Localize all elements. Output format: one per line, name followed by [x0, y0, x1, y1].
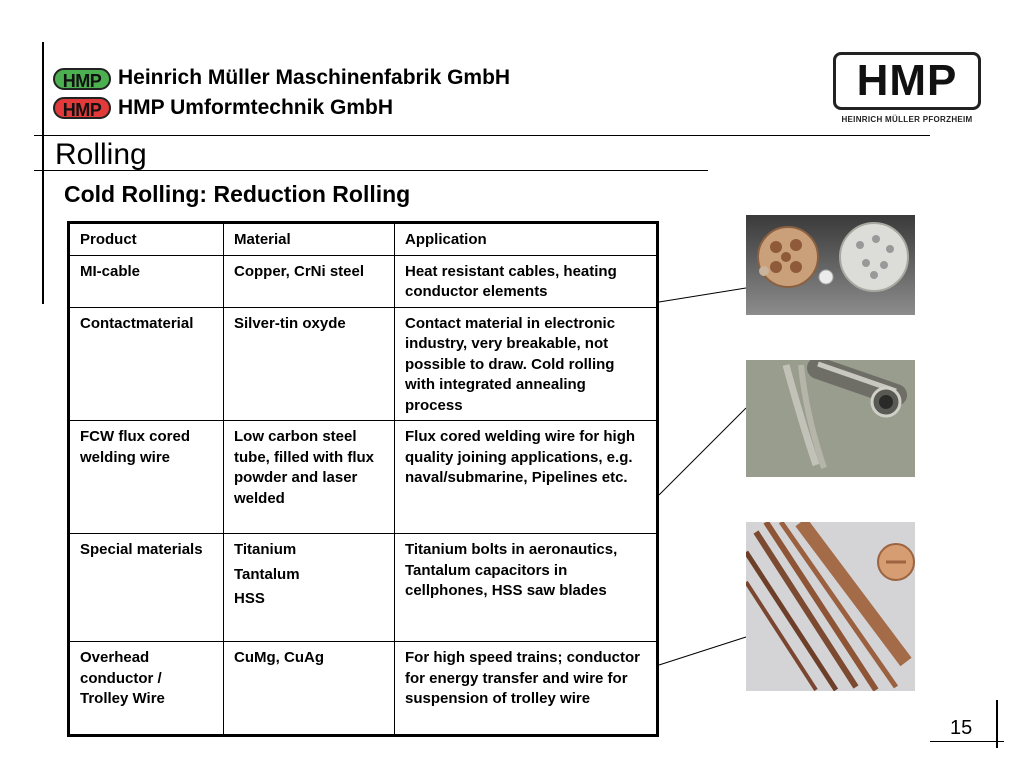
hmp-green-badge-icon: HMP [53, 68, 111, 90]
cell-application: Titanium bolts in aeronautics, Tantalum capacitors in cellphones, HSS saw blades [395, 534, 658, 642]
company-name-2: HMP Umformtechnik GmbH [118, 96, 393, 119]
cell-application: For high speed trains; conductor for energy transfer and wire for suspension of trolley wire [395, 642, 658, 736]
cell-product: FCW flux cored welding wire [69, 421, 224, 534]
page-number: 15 [950, 717, 973, 739]
header-application: Application [395, 223, 658, 256]
cell-material: Low carbon steel tube, filled with flux powder and laser welded [224, 421, 395, 534]
material-line: Titanium [234, 541, 297, 558]
hmp-red-badge-icon: HMP [53, 97, 111, 119]
material-line: HSS [234, 590, 265, 607]
cell-product: MI-cable [69, 255, 224, 307]
cell-product: Overhead conductor / Trolley Wire [69, 642, 224, 736]
header-product: Product [69, 223, 224, 256]
cell-material: Silver-tin oxyde [224, 307, 395, 421]
header-material: Material [224, 223, 395, 256]
cell-product: Contactmaterial [69, 307, 224, 421]
trolley-wire-photo [746, 522, 915, 691]
cell-application: Flux cored welding wire for high quality joining applications, e.g. naval/submarine, Pipelines etc. [395, 421, 658, 534]
mi-cable-photo [746, 215, 915, 315]
flux-cored-wire-photo [746, 360, 915, 477]
cell-material: CuMg, CuAg [224, 642, 395, 736]
cell-material: Copper, CrNi steel [224, 255, 395, 307]
company-name-1: Heinrich Müller Maschinenfabrik GmbH [118, 66, 511, 89]
slide-subtitle: Cold Rolling: Reduction Rolling [64, 181, 411, 207]
hmp-logo: HMP [833, 52, 981, 110]
hmp-logo-subtext: HEINRICH MÜLLER PFORZHEIM [841, 115, 973, 124]
cell-application: Heat resistant cables, heating conductor elements [395, 255, 658, 307]
cell-application: Contact material in electronic industry, very breakable, not possible to draw. Cold rolling with integrated annealing process [395, 307, 658, 421]
slide-title: Rolling [55, 138, 147, 171]
material-line: Tantalum [234, 565, 300, 583]
cell-product: Special materials [69, 534, 224, 642]
